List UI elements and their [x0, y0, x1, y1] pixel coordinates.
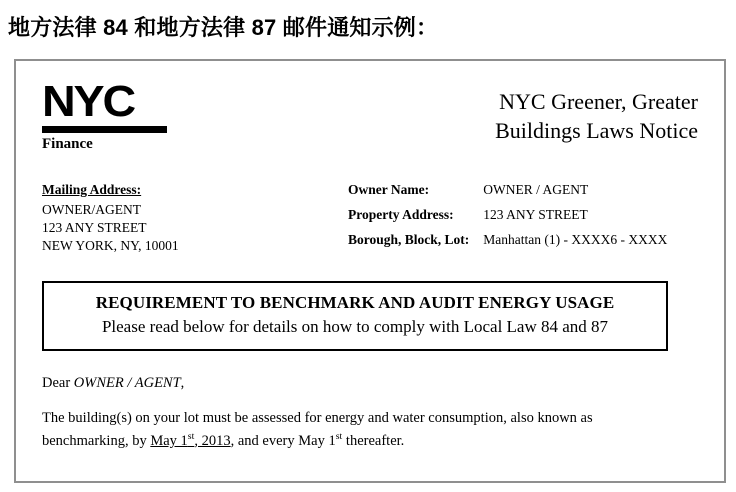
deadline-ordinal-suffix: st	[187, 431, 195, 443]
letter-paragraph-1	[42, 408, 602, 452]
borough-block-lot-label: Borough, Block, Lot:	[348, 231, 470, 247]
borough-block-lot-value: Manhattan (1) - XXXX6 - XXXX	[483, 231, 668, 247]
recurring-ordinal-suffix: st	[335, 431, 343, 443]
table-row	[348, 231, 667, 256]
notice-header	[42, 76, 698, 154]
notice-title-line-1: NYC Greener, Greater	[499, 88, 698, 114]
salutation-name: OWNER / AGENT	[73, 375, 181, 392]
mailing-address-label: Mailing Address:	[42, 182, 142, 198]
table-row	[348, 206, 667, 231]
nyc-logo-text: NYC	[42, 76, 135, 126]
notice-content	[16, 61, 724, 453]
page-title: 地方法律 84 和地方法律 87 邮件通知示例：	[8, 15, 439, 40]
mailing-address-block	[42, 181, 342, 255]
paragraph-text-part-3: thereafter.	[342, 432, 405, 449]
requirement-subline: Please read below for details on how to comply with Local Law 84 and 87	[101, 317, 609, 337]
table-row	[348, 181, 667, 206]
property-details-table	[348, 181, 667, 255]
owner-name-label: Owner Name:	[348, 182, 430, 198]
notice-title-line-2: Buildings Laws Notice	[495, 118, 698, 144]
deadline-month-day: May 1	[150, 432, 188, 449]
salutation-suffix: ,	[180, 375, 185, 392]
notice-document	[14, 59, 726, 483]
property-address-value: 123 ANY STREET	[483, 207, 588, 223]
paragraph-text-part-2: , and every May 1	[230, 432, 336, 449]
deadline-year: , 2013	[194, 432, 231, 449]
requirement-callout-box	[42, 281, 668, 351]
mailing-address-line-2: 123 ANY STREET	[42, 219, 147, 235]
mailing-address-line-1: OWNER/AGENT	[42, 201, 141, 217]
mailing-address-line-3: NEW YORK, NY, 10001	[42, 238, 179, 254]
salutation-prefix: Dear	[42, 375, 74, 392]
paragraph-text-part-1: The building(s) on your lot must be assessed for energy and water consumption, also known as benchmarking, by	[42, 410, 593, 449]
nyc-finance-logo	[42, 76, 174, 154]
logo-rule-divider	[42, 126, 167, 133]
notice-title	[495, 81, 698, 146]
requirement-headline: REQUIREMENT TO BENCHMARK AND AUDIT ENERGY USAGE	[95, 293, 615, 313]
owner-name-value: OWNER / AGENT	[483, 182, 589, 198]
finance-agency-label: Finance	[42, 136, 93, 153]
property-address-label: Property Address:	[348, 207, 454, 223]
benchmark-deadline-date	[150, 433, 230, 449]
address-section	[42, 181, 698, 255]
letter-salutation	[42, 375, 698, 392]
